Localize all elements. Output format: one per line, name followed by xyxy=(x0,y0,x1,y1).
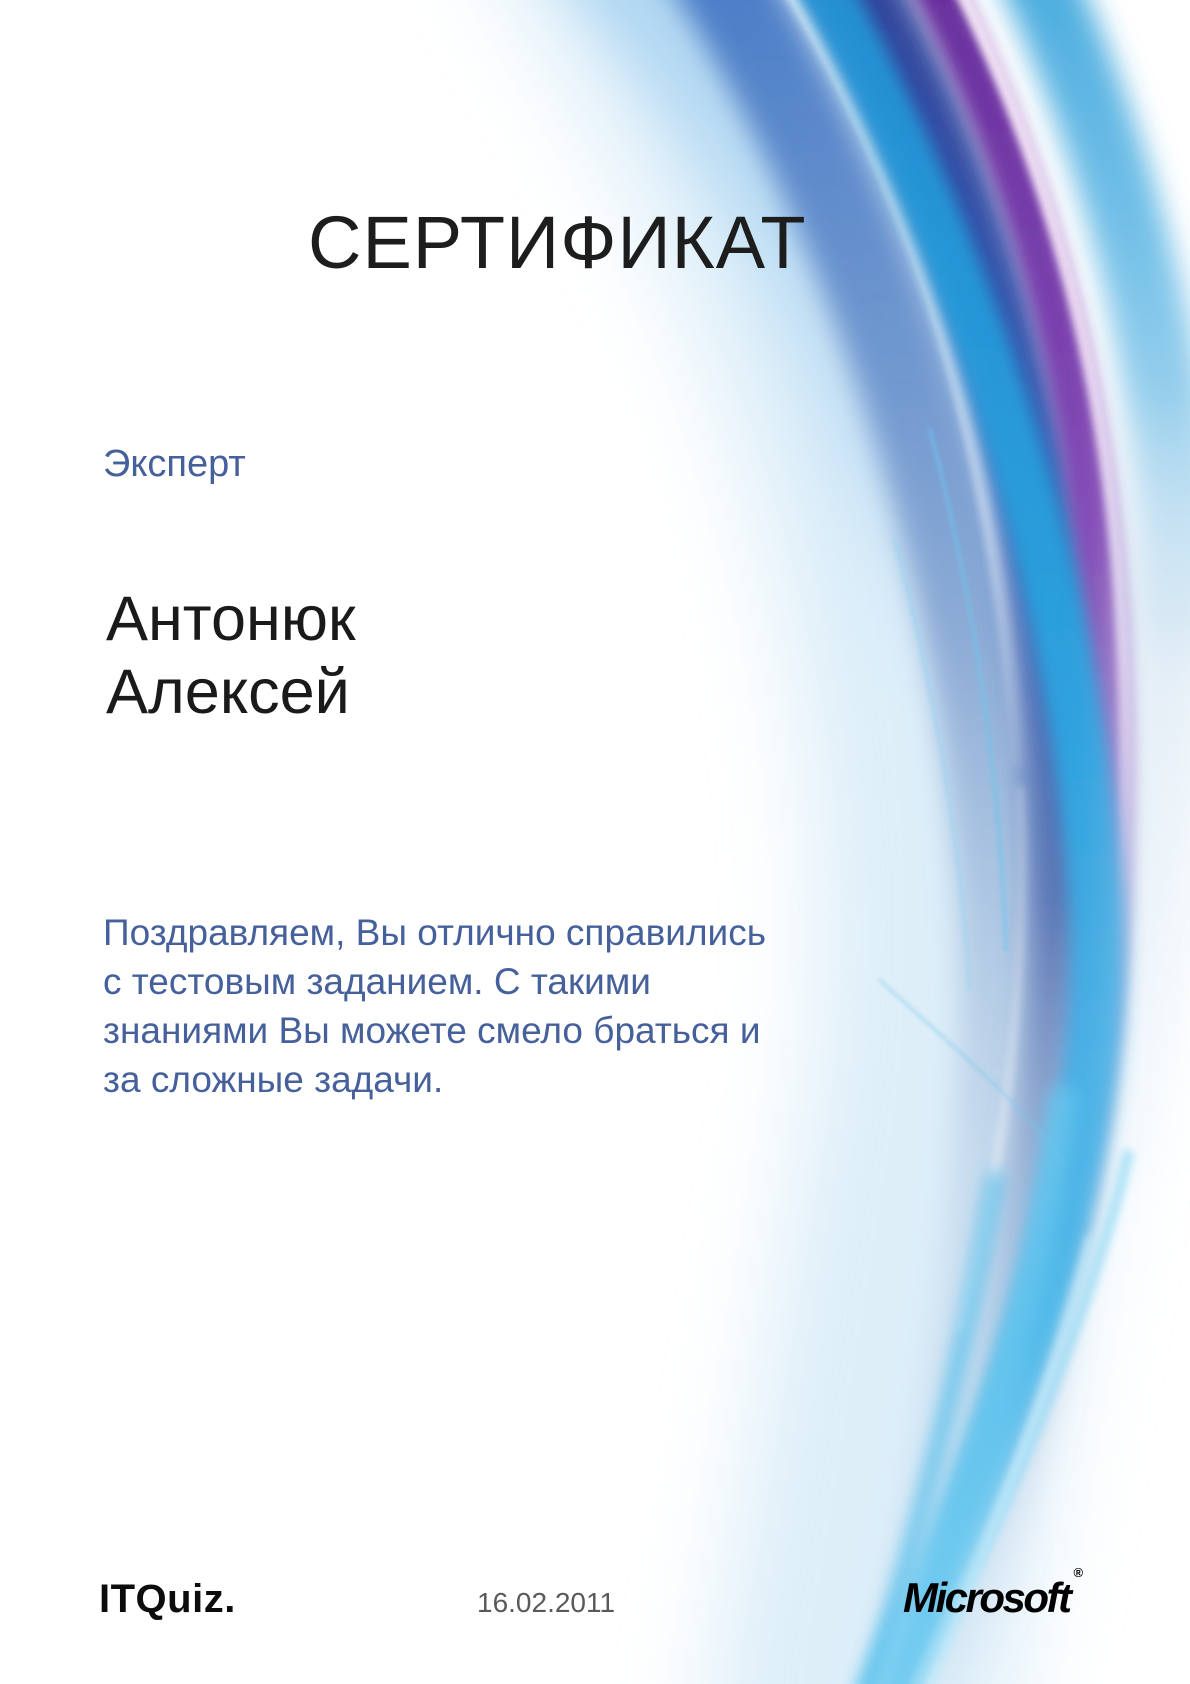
message-line-1: Поздравляем, Вы отлично справились xyxy=(103,912,766,953)
message-line-4: за сложные задачи. xyxy=(103,1059,444,1100)
issuer-logo: ITQuiz. xyxy=(99,1577,236,1621)
registered-trademark-icon: ® xyxy=(1073,1565,1084,1580)
qualification-level: Эксперт xyxy=(103,443,246,485)
microsoft-logo xyxy=(903,1565,1084,1622)
recipient-last-name: Антонюк xyxy=(106,584,356,654)
congratulation-message xyxy=(103,908,766,1104)
recipient-name xyxy=(106,583,356,729)
issue-date: 16.02.2011 xyxy=(477,1587,616,1618)
microsoft-logo-text: Microsoft xyxy=(903,1574,1070,1621)
recipient-first-name: Алексей xyxy=(106,657,350,727)
message-line-2: с тестовым заданием. С такими xyxy=(103,961,651,1002)
message-line-3: знаниями Вы можете смело браться и xyxy=(103,1010,761,1051)
certificate-title: СЕРТИФИКАТ xyxy=(308,201,807,284)
